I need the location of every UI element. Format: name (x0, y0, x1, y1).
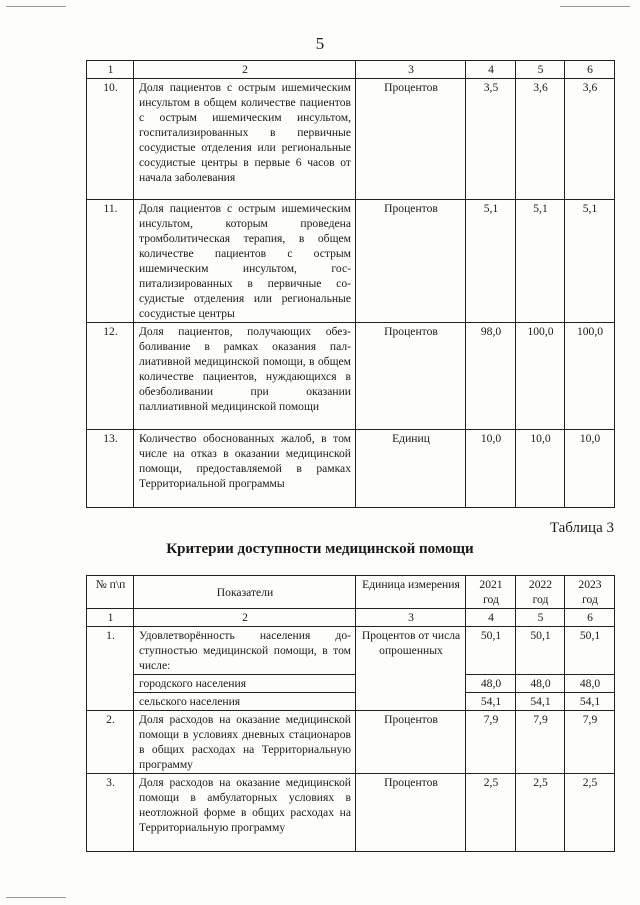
value-2023: 48,0 (565, 675, 615, 693)
value-2023: 100,0 (565, 323, 615, 430)
table-row (87, 711, 615, 774)
table-row (87, 323, 615, 430)
row-number: 11. (87, 200, 134, 323)
value-2023: 54,1 (565, 693, 615, 711)
value-2021: 10,0 (466, 430, 516, 508)
column-number: 4 (466, 61, 516, 79)
indicator-text: Доля пациентов, получающих обезболивание в рамках оказания паллиативной медицинской помощи, в общем количестве пациентов, нуждающихся в обезболивании при оказании паллиативной медицинской помощи (134, 323, 356, 430)
unit: Процентов (356, 774, 466, 852)
column-number: 4 (466, 609, 516, 627)
unit: Единиц (356, 430, 466, 508)
value-2022: 100,0 (516, 323, 565, 430)
header-2023: 2023 год (565, 576, 615, 609)
indicators-table-continued (86, 60, 615, 508)
column-number: 3 (356, 609, 466, 627)
table-row (87, 79, 615, 200)
unit: Процентов от числа опрошенных (356, 627, 466, 711)
value-2022: 54,1 (516, 693, 565, 711)
value-2022: 10,0 (516, 430, 565, 508)
table-row (87, 430, 615, 508)
scan-mark (6, 6, 66, 7)
value-2021: 7,9 (466, 711, 516, 774)
page-number: 5 (315, 34, 325, 53)
header-2021: 2021 год (466, 576, 516, 609)
header-indicator: Показатели (134, 576, 356, 609)
indicator-text: Доля расходов на оказание медицинской помощи в условиях дневных стационаров в общих расходах на Территориальную программу (134, 711, 356, 774)
unit: Процентов (356, 323, 466, 430)
value-2022: 3,6 (516, 79, 565, 200)
unit: Процентов (356, 711, 466, 774)
column-number: 2 (134, 609, 356, 627)
column-number: 6 (565, 609, 615, 627)
value-2022: 7,9 (516, 711, 565, 774)
value-2021: 98,0 (466, 323, 516, 430)
value-2021: 54,1 (466, 693, 516, 711)
column-number: 1 (87, 61, 134, 79)
indicator-text: Доля расходов на оказание медицинской помощи в амбулаторных условиях в неотложной форме в общих расходах на Территориальную программу (134, 774, 356, 852)
accessibility-criteria-table (86, 575, 615, 852)
value-2022: 2,5 (516, 774, 565, 852)
header-number: № п\п (87, 576, 134, 609)
row-number: 3. (87, 774, 134, 852)
value-2021: 2,5 (466, 774, 516, 852)
value-2023: 7,9 (565, 711, 615, 774)
unit: Процентов (356, 79, 466, 200)
column-numbers-row (87, 609, 615, 627)
indicator-text: Удовлетворённость населения доступностью медицинской помощи, в том числе: (134, 627, 356, 675)
scan-mark (6, 897, 66, 898)
column-number: 3 (356, 61, 466, 79)
indicator-text: Доля пациентов с острым ишемическим инсультом, которым проведена тромболитическая терапия, в общем количестве пациентов с острым ишемическим инсультом, госпитализированных в первичные сосудистые отделения или региональные сосудистые центры (134, 200, 356, 323)
value-2021: 50,1 (466, 627, 516, 675)
table-row (87, 774, 615, 852)
column-number: 5 (516, 61, 565, 79)
value-2021: 3,5 (466, 79, 516, 200)
column-number: 5 (516, 609, 565, 627)
table-subrow (87, 693, 615, 711)
value-2021: 5,1 (466, 200, 516, 323)
header-unit: Единица измерения (356, 576, 466, 609)
row-number: 13. (87, 430, 134, 508)
value-2023: 3,6 (565, 79, 615, 200)
header-2022: 2022 год (516, 576, 565, 609)
row-number: 10. (87, 79, 134, 200)
indicator-text: Количество обоснованных жалоб, в том числе на отказ в оказании медицинской помощи, предоставляемой в рамках Территориальной программы (134, 430, 356, 508)
unit: Процентов (356, 200, 466, 323)
value-2022: 5,1 (516, 200, 565, 323)
column-number: 6 (565, 61, 615, 79)
indicator-text: сельского населения (134, 693, 356, 711)
table-header-row (87, 61, 615, 79)
row-number: 2. (87, 711, 134, 774)
value-2023: 5,1 (565, 200, 615, 323)
row-number: 12. (87, 323, 134, 430)
table-row (87, 627, 615, 675)
value-2023: 2,5 (565, 774, 615, 852)
value-2022: 48,0 (516, 675, 565, 693)
table-subrow (87, 675, 615, 693)
value-2023: 50,1 (565, 627, 615, 675)
table-row (87, 200, 615, 323)
table-caption: Таблица 3 (549, 520, 614, 536)
value-2022: 50,1 (516, 627, 565, 675)
table-title: Критерии доступности медицинской помощи (166, 541, 474, 557)
column-number: 2 (134, 61, 356, 79)
indicator-text: городского населения (134, 675, 356, 693)
row-number: 1. (87, 627, 134, 711)
value-2023: 10,0 (565, 430, 615, 508)
value-2021: 48,0 (466, 675, 516, 693)
indicator-text: Доля пациентов с острым ишемическим инсультом в общем количестве пациентов с острым ишемическим инсультом, госпитализированных в первичные сосудистые отделения или региональные сосудистые центры в первые 6 часов от начала заболевания (134, 79, 356, 200)
table-header-row (87, 576, 615, 609)
column-number: 1 (87, 609, 134, 627)
scan-mark (560, 6, 630, 7)
